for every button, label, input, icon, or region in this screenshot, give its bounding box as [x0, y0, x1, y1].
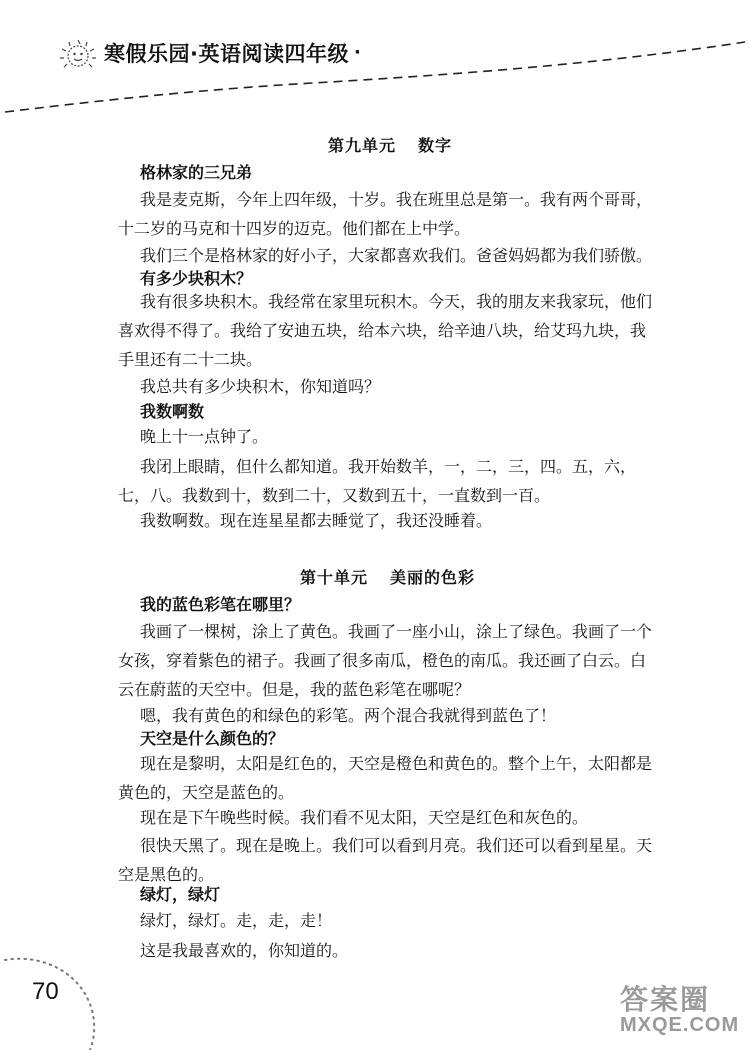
unit-10-number: 第十单元 — [300, 568, 369, 587]
unit-10-name: 美丽的色彩 — [390, 568, 476, 587]
unit-9-number: 第九单元 — [328, 136, 397, 155]
paragraph: 我画了一棵树，涂上了黄色。我画了一座小山，涂上了绿色。我画了一个女孩，穿着紫色的裙子。我画了很多南瓜，橙色的南瓜。我还画了白云。白云在蔚蓝的天空中。但是，我的蓝色彩笔在哪呢？ — [118, 622, 653, 699]
watermark-url: MXQE.COM — [620, 1014, 740, 1036]
section-title: 格林家的三兄弟 — [140, 163, 253, 182]
paragraph: 我有很多块积木。我经常在家里玩积木。今天，我的朋友来我家玩，他们喜欢得不得了。我给了安迪五块，给本六块，给辛迪八块，给艾玛九块，我手里还有二十二块。 — [118, 292, 653, 369]
paragraph: 我是麦克斯，今年上四年级，十岁。我在班里总是第一。我有两个哥哥，十二岁的马克和十四岁的迈克。他们都在上中学。 — [118, 190, 653, 238]
watermark-logo: 答案圈 — [620, 983, 711, 1016]
sun-logo-icon — [56, 36, 100, 76]
section-title: 有多少块积木？ — [140, 269, 253, 288]
section-title: 绿灯，绿灯 — [140, 885, 221, 904]
section-title: 天空是什么颜色的？ — [140, 729, 285, 748]
section-title: 我的蓝色彩笔在哪里？ — [140, 595, 301, 614]
paragraph: 我闭上眼睛，但什么都知道。我开始数羊，一，二，三，四。五，六，七，八。我数到十，数到二十，又数到五十，一直数到一百。 — [118, 457, 637, 505]
page-number: 70 — [32, 978, 59, 1005]
section-title: 我数啊数 — [140, 402, 205, 421]
paragraph: 我总共有多少块积木，你知道吗？ — [140, 377, 381, 396]
paragraph: 这是我最喜欢的，你知道的。 — [140, 941, 349, 960]
unit-9-name: 数字 — [418, 136, 453, 155]
paragraph: 我们三个是格林家的好小子，大家都喜欢我们。爸爸妈妈都为我们骄傲。 — [140, 246, 653, 265]
paragraph: 现在是黎明，太阳是红色的，天空是橙色和黄色的。整个上午，太阳都是黄色的，天空是蓝色的。 — [118, 754, 653, 802]
paragraph: 很快天黑了。现在是晚上。我们可以看到月亮。我们还可以看到星星。天空是黑色的。 — [118, 836, 653, 884]
book-header-title: 寒假乐园·英语阅读四年级 — [104, 42, 349, 66]
paragraph: 嗯，我有黄色的和绿色的彩笔。两个混合我就得到蓝色了！ — [140, 706, 557, 725]
paragraph: 我数啊数。现在连星星都去睡觉了，我还没睡着。 — [140, 511, 493, 530]
paragraph: 现在是下午晚些时候。我们看不见太阳，天空是红色和灰色的。 — [140, 808, 589, 827]
unit-9-heading — [328, 133, 452, 156]
unit-10-heading — [300, 565, 475, 588]
paragraph: 晚上十一点钟了。 — [140, 427, 269, 446]
header-bullet: · — [354, 42, 361, 63]
paragraph: 绿灯，绿灯。走，走，走！ — [140, 911, 333, 930]
